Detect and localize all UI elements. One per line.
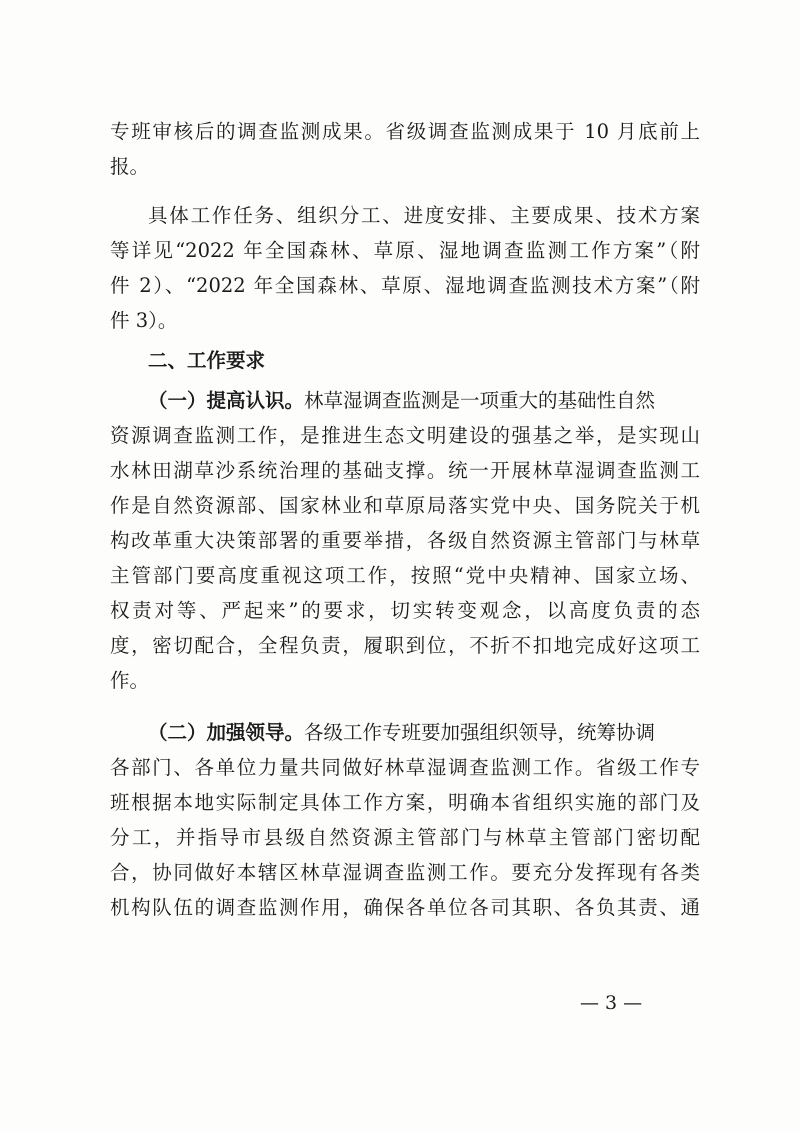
body-line: 分工，并指导市县级自然资源主管部门与林草主管部门密切配 bbox=[110, 826, 700, 849]
body-line: 具体工作任务、组织分工、进度安排、主要成果、技术方案 bbox=[148, 204, 700, 227]
subsection-heading: （一）提高认识。 bbox=[148, 389, 305, 412]
body-line: 件 2）、“2022 年全国森林、草原、湿地调查监测技术方案”（附 bbox=[110, 274, 700, 297]
page-number: — 3 — bbox=[580, 992, 643, 1014]
body-text: 林草湿调查监测是一项重大的基础性自然 bbox=[304, 389, 656, 412]
body-line: 权责对等、严起来”的要求，切实转变观念，以高度负责的态 bbox=[110, 599, 700, 622]
body-line: 作是自然资源部、国家林业和草原局落实党中央、国务院关于机 bbox=[110, 494, 700, 517]
paragraph-first-line bbox=[148, 386, 700, 416]
paragraph-first-line bbox=[148, 718, 700, 748]
body-line: 作。 bbox=[110, 669, 150, 692]
body-text: 各级工作专班要加强组织领导，统筹协调 bbox=[304, 721, 656, 744]
body-line: 水林田湖草沙系统治理的基础支撑。统一开展林草湿调查监测工 bbox=[110, 459, 700, 482]
subsection-heading: （二）加强领导。 bbox=[148, 721, 305, 744]
body-line: 专班审核后的调查监测成果。省级调查监测成果于 10 月底前上 bbox=[110, 120, 700, 143]
body-line: 报。 bbox=[110, 155, 150, 178]
body-line: 等详见“2022 年全国森林、草原、湿地调查监测工作方案”（附 bbox=[110, 239, 700, 262]
body-line: 构改革重大决策部署的重要举措，各级自然资源主管部门与林草 bbox=[110, 529, 700, 552]
body-line: 件 3）。 bbox=[110, 309, 178, 332]
section-heading: 二、工作要求 bbox=[148, 349, 266, 372]
body-line: 班根据本地实际制定具体工作方案，明确本省组织实施的部门及 bbox=[110, 791, 700, 814]
body-line: 各部门、各单位力量共同做好林草湿调查监测工作。省级工作专 bbox=[110, 756, 700, 779]
body-line: 主管部门要高度重视这项工作，按照“党中央精神、国家立场、 bbox=[110, 564, 700, 587]
body-line: 合，协同做好本辖区林草湿调查监测工作。要充分发挥现有各类 bbox=[110, 861, 700, 884]
body-line: 机构队伍的调查监测作用，确保各单位各司其职、各负其责、通 bbox=[110, 896, 700, 919]
body-line: 度，密切配合，全程负责，履职到位，不折不扣地完成好这项工 bbox=[110, 634, 700, 657]
body-line: 资源调查监测工作，是推进生态文明建设的强基之举，是实现山 bbox=[110, 424, 700, 447]
